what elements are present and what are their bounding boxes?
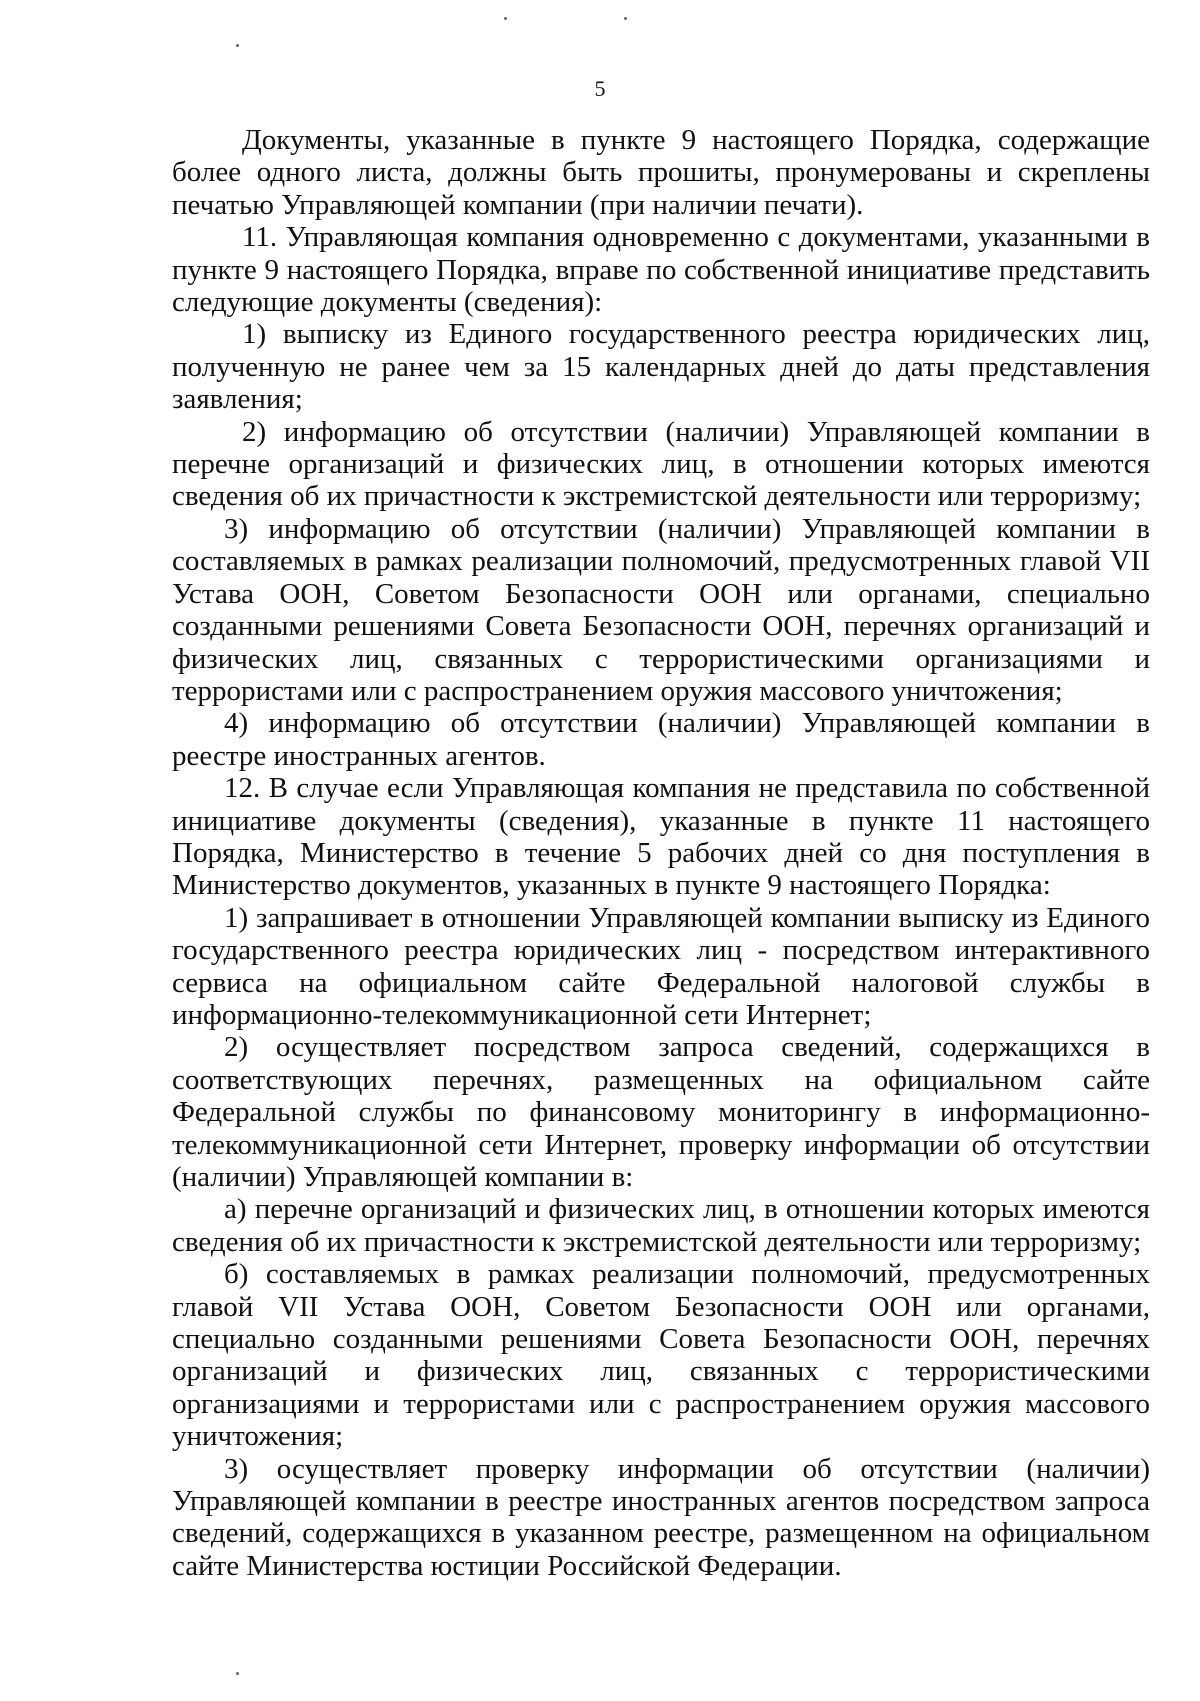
paragraph-item-12-2-a: а) перечне организаций и физических лиц, в отношении которых имеются сведения об их причастности к экстремистской деятельности или терроризму;: [172, 1193, 1150, 1258]
paragraph-item-11: 11. Управляющая компания одновременно с документами, указанными в пункте 9 настоящего Порядка, вправе по собственной инициативе представить следующие документы (сведения):: [172, 221, 1150, 319]
paragraph-item-12: 12. В случае если Управляющая компания не представила по собственной инициативе документы (сведения), указанные в пункте 11 настоящего Порядка, Министерство в течение 5 рабочих дней со дня поступления в Министерство документов, указанных в пункте 9 настоящего Порядка:: [172, 772, 1150, 902]
paragraph-item-11-2: 2) информацию об отсутствии (наличии) Управляющей компании в перечне организаций и физических лиц, в отношении которых имеются сведения об их причастности к экстремистской деятельности или терроризму;: [172, 415, 1150, 513]
paragraph-item-11-3: 3) информацию об отсутствии (наличии) Управляющей компании в составляемых в рамках реализации полномочий, предусмотренных главой VII Устава ООН, Советом Безопасности ООН или органами, специально созданными решениями Совета Безопасности ООН, перечнях организаций и физических лиц, связанных с террористическими организациями и террористами или с распространением оружия массового уничтожения;: [172, 512, 1150, 707]
scan-speck: [624, 17, 627, 20]
paragraph-item-12-1: 1) запрашивает в отношении Управляющей компании выписку из Единого государственного реестра юридических лиц - посредством интерактивного сервиса на официальном сайте Федеральной налоговой службы в информационно-телекоммуникационной сети Интернет;: [172, 901, 1150, 1031]
paragraph-item-12-2: 2) осуществляет посредством запроса сведений, содержащихся в соответствующих перечнях, размещенных на официальном сайте Федеральной службы по финансовому мониторингу в информационно-телекоммуникационной сети Интернет, проверку информации об отсутствии (наличии) Управляющей компании в:: [172, 1031, 1150, 1193]
scan-speck: [504, 17, 507, 20]
document-body: [172, 124, 1150, 1582]
paragraph-item-11-4: 4) информацию об отсутствии (наличии) Управляющей компании в реестре иностранных агентов.: [172, 707, 1150, 772]
paragraph-documents-binding: Документы, указанные в пункте 9 настоящего Порядка, содержащие более одного листа, должны быть прошиты, пронумерованы и скреплены печатью Управляющей компании (при наличии печати).: [172, 124, 1150, 221]
paragraph-item-12-2-b: б) составляемых в рамках реализации полномочий, предусмотренных главой VII Устава ООН, Советом Безопасности ООН или органами, специально созданными решениями Совета Безопасности ООН, перечнях организаций и физических лиц, связанных с террористическими организациями и террористами или с распространением оружия массового уничтожения;: [172, 1258, 1150, 1453]
scan-speck: [236, 44, 239, 47]
page-number: 5: [594, 76, 606, 101]
paragraph-item-11-1: 1) выписку из Единого государственного реестра юридических лиц, полученную не ранее чем за 15 календарных дней до даты представления заявления;: [172, 318, 1150, 416]
paragraph-item-12-3: 3) осуществляет проверку информации об отсутствии (наличии) Управляющей компании в реестре иностранных агентов посредством запроса сведений, содержащихся в указанном реестре, размещенном на официальном сайте Министерства юстиции Российской Федерации.: [172, 1452, 1150, 1582]
scan-speck: [236, 1672, 239, 1675]
